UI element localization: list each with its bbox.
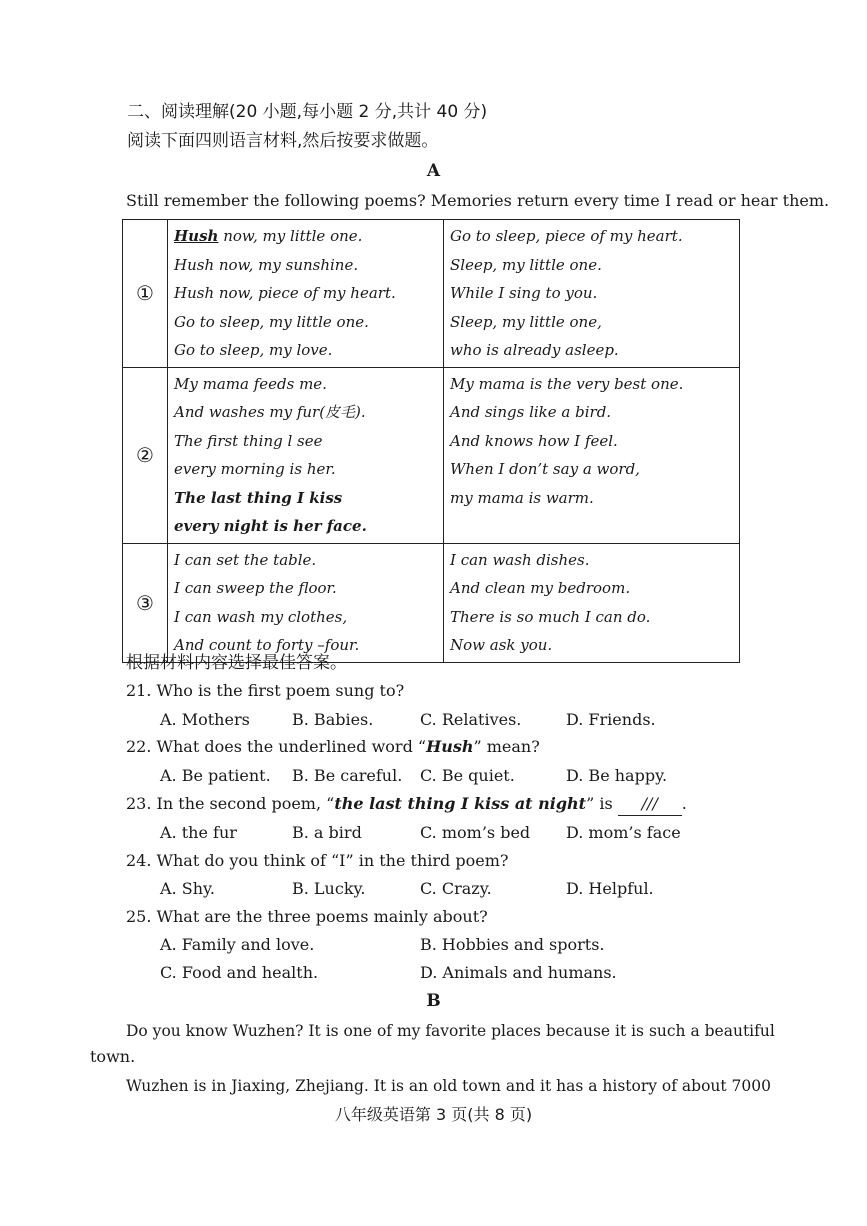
- poem-line: now, my little one.: [223, 227, 363, 245]
- poem-line: There is so much I can do.: [450, 607, 651, 626]
- option-24-c: C. Crazy.: [420, 879, 492, 898]
- poem-2-left: [168, 367, 444, 543]
- passage-b-label: B: [426, 991, 441, 1011]
- question-text: Who is the first poem sung to?: [156, 681, 405, 700]
- poem-3-left: [168, 543, 444, 662]
- question-text: In the second poem, “: [156, 794, 335, 813]
- poem-3-right: [444, 543, 740, 662]
- question-period: .: [681, 794, 687, 813]
- option-23-d: D. mom’s face: [566, 823, 681, 842]
- section-heading: 二、阅读理解(20 小题,每小题 2 分,共计 40 分): [127, 102, 488, 122]
- option-25-c: C. Food and health.: [160, 963, 319, 982]
- poem-1-left: [168, 220, 444, 368]
- poems-table: [122, 219, 740, 663]
- question-number: 23.: [126, 794, 152, 813]
- poem-line: My mama feeds me.: [174, 374, 327, 393]
- poem-line: I can wash dishes.: [450, 550, 590, 569]
- question-bold-phrase: the last thing I kiss at night: [334, 794, 587, 813]
- option-23-a: A. the fur: [160, 823, 237, 842]
- question-number: 22.: [126, 737, 152, 756]
- question-number: 21.: [126, 681, 152, 700]
- question-24: [126, 850, 508, 872]
- question-22: [126, 736, 540, 758]
- passage-b-paragraph-1-cont: town.: [90, 1047, 136, 1066]
- option-24-a: A. Shy.: [160, 879, 215, 898]
- option-25-d: D. Animals and humans.: [420, 963, 617, 982]
- option-25-b: B. Hobbies and sports.: [420, 935, 605, 954]
- question-text: What does the underlined word “: [156, 737, 427, 756]
- question-text: ” mean?: [473, 737, 540, 756]
- option-21-a: A. Mothers: [160, 710, 250, 729]
- poem-line: every morning is her.: [174, 460, 336, 478]
- poem-number: ②: [123, 367, 168, 543]
- option-22-a: A. Be patient.: [160, 766, 271, 785]
- option-21-c: C. Relatives.: [420, 710, 522, 729]
- passage-b-paragraph-2: Wuzhen is in Jiaxing, Zhejiang. It is an old town and it has a history of about 7000: [126, 1077, 772, 1095]
- page-footer: 八年级英语第 3 页(共 8 页): [334, 1105, 533, 1124]
- poem-line: Sleep, my little one,: [450, 312, 602, 331]
- option-23-b: B. a bird: [292, 823, 362, 842]
- question-number: 24.: [126, 851, 152, 870]
- question-23: [126, 793, 687, 816]
- poem-line: Go to sleep, my love.: [174, 341, 333, 359]
- question-25: [126, 906, 488, 928]
- poem-line: My mama is the very best one.: [450, 374, 684, 393]
- question-text: What are the three poems mainly about?: [156, 907, 488, 926]
- poem-line: And count to forty –four.: [174, 636, 360, 654]
- poem-line: Hush now, my sunshine.: [174, 255, 359, 274]
- section-instruction: 阅读下面四则语言材料,然后按要求做题。: [127, 131, 439, 151]
- poem-number: ③: [123, 543, 168, 662]
- option-22-d: D. Be happy.: [566, 766, 668, 785]
- question-text: What do you think of “I” in the third poem?: [156, 851, 509, 870]
- poem-line: Hush now, piece of my heart.: [174, 284, 396, 302]
- poem-line: And washes my fur(皮毛).: [174, 403, 366, 421]
- poem-line-bold: every night is her face.: [174, 517, 367, 535]
- option-22-c: C. Be quiet.: [420, 766, 515, 785]
- poem-line: I can wash my clothes,: [174, 607, 348, 626]
- option-22-b: B. Be careful.: [292, 766, 403, 785]
- poem-line: And knows how I feel.: [450, 431, 618, 450]
- poem-line: Sleep, my little one.: [450, 255, 602, 274]
- poem-row-2: [123, 367, 740, 543]
- passage-a-intro: Still remember the following poems? Memories return every time I read or hear them.: [126, 191, 830, 210]
- option-24-d: D. Helpful.: [566, 879, 654, 898]
- option-24-b: B. Lucky.: [292, 879, 366, 898]
- poem-line: The first thing l see: [174, 431, 323, 450]
- question-number: 25.: [126, 907, 152, 926]
- passage-a-label: A: [426, 161, 441, 181]
- poem-line: And sings like a bird.: [450, 403, 612, 421]
- poem-line: Go to sleep, my little one.: [174, 312, 369, 331]
- poem-number: ①: [123, 220, 168, 368]
- poem-line: Go to sleep, piece of my heart.: [450, 227, 683, 245]
- poem-1-right: [444, 220, 740, 368]
- poem-line: I can set the table.: [174, 550, 317, 569]
- question-21: [126, 680, 404, 702]
- option-23-c: C. mom’s bed: [420, 823, 531, 842]
- question-text: ” is: [586, 794, 613, 813]
- poem-line: Now ask you.: [450, 636, 553, 654]
- poem-line: And clean my bedroom.: [450, 579, 631, 597]
- poem-row-3: [123, 543, 740, 662]
- answer-blank: ///: [618, 793, 682, 816]
- poem-row-1: [123, 220, 740, 368]
- poem-line: my mama is warm.: [450, 488, 594, 507]
- question-bold-word: Hush: [426, 737, 474, 756]
- passage-b-paragraph-1: Do you know Wuzhen? It is one of my favorite places because it is such a beautiful: [126, 1022, 775, 1040]
- option-25-a: A. Family and love.: [160, 935, 315, 954]
- poem-2-right: [444, 367, 740, 543]
- poem-line: While I sing to you.: [450, 284, 598, 302]
- poem-line: I can sweep the floor.: [174, 579, 337, 597]
- poem-line-bold: The last thing I kiss: [174, 488, 343, 507]
- choose-instruction: 根据材料内容选择最佳答案。: [126, 653, 347, 673]
- option-21-b: B. Babies.: [292, 710, 374, 729]
- underlined-word-hush: Hush: [174, 227, 219, 245]
- poem-line: who is already asleep.: [450, 341, 619, 359]
- poem-line: When I don’t say a word,: [450, 460, 640, 478]
- option-21-d: D. Friends.: [566, 710, 656, 729]
